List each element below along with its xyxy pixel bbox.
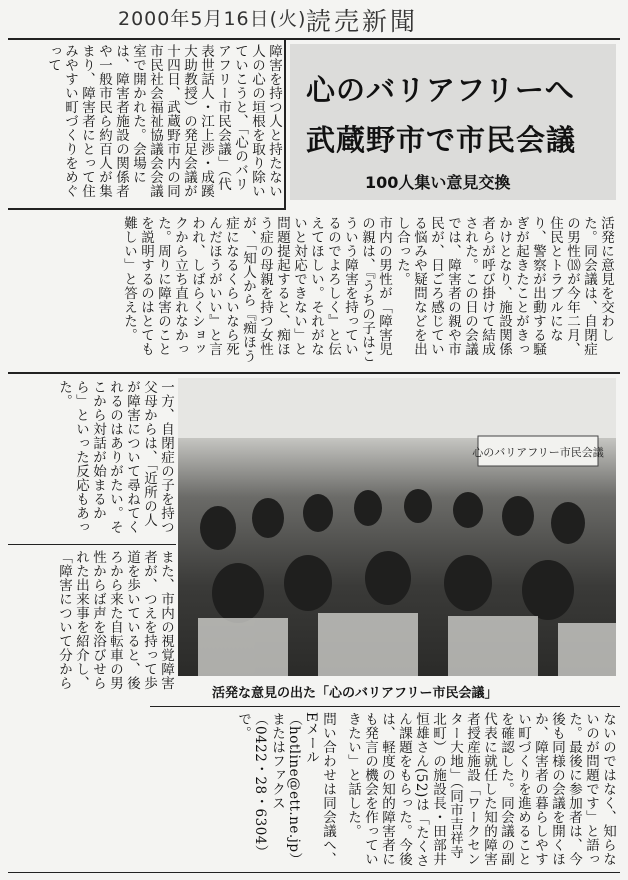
rule-mid	[8, 372, 620, 374]
article-column-1: 活発に意見を交わした。同会議は、自閉症の男性⒅が今年二月、住民とトラブルになり、警察が出動する騒ぎが起きたことがきっかけとなり、施設関係者らが呼び掛けて結成された。この日の会議では、障害者の親や市民が、日ごろ感じている悩みや疑問などを出し合った。	[394, 216, 614, 356]
rule-bottom	[150, 706, 620, 707]
meeting-photo-graphic	[178, 378, 616, 676]
photo-banner-text: 心のバリアフリー市民会議	[472, 446, 604, 459]
rule-left-mid	[8, 544, 176, 545]
top-rule	[8, 38, 620, 40]
dateline: 2000年5月16日(火)	[118, 8, 307, 30]
meeting-photo	[178, 378, 616, 676]
article-column-4: また、市内の視覚障害者が、つえを持って歩道を歩いていると、後ろから来た自転車の男性からば声を浴びせられた出来事を紹介し、「障害について分から	[56, 550, 174, 690]
photo-caption: 活発な意見の出た「心のバリアフリー市民会議」	[212, 686, 498, 701]
newspaper-name: 読売新聞	[306, 7, 419, 36]
article-column-2: 市内の男性が「障害児の親は、『うちの子はこういう障害を持っているのでよろしく』と伝えてほしい。それがないと対応できない」と問題提起すると、痴ほう症の母親を持つ女性が、「知人から『痴ほう症になるくらいなら死んだほうがいい』と言われ、しばらくショックから立ち直れなかった。周りに障害のことを説明するのはとても難しい」と答えた。	[121, 216, 392, 364]
subheadline: 100人集い意見交換	[365, 173, 511, 192]
article-column-5: ないのではなく、知らないのが問題です」と語った。最後に参加者は、今後も同様の会議を開くほか、障害者の暮らしやすい町づくりを進めることを確認した。同会議の副代表に就任した知的障害者授産施設「ワークセンター大地」（同市吉祥寺北町）の施設長・田部井恒雄さん(52)は「たくさん課題をもらった。今後は、軽度の知的障害者にも発言の機会を作っていきたい」と話した。	[345, 712, 616, 868]
bottom-rule	[8, 872, 620, 873]
headline-second: 武蔵野市で市民会議	[306, 123, 577, 157]
lead-paragraph: 障害を持つ人と持たない人の心の垣根を取り除いていこうと、「心のバリアフリー市民会議」（代表世話人・江上渉・成蹊大助教授）の発足会議が十四日、武蔵野市内の同市民社会福祉協議会会議室で開かれた。会場には、障害者施設の関係者や一般市民ら約百人が集まり、障害者にとって住みやすい町づくりをめぐって	[45, 44, 282, 198]
headline-main: 心のバリアフリーへ	[306, 73, 575, 107]
article-column-6: 問い合わせは同会議へ、Eメール（hotline@ett.ne.jp）またはファクス（0422・28・6304）で。	[235, 712, 336, 867]
rule-headline-left	[284, 40, 286, 210]
rule-left-lead	[8, 208, 284, 210]
article-column-3: 一方、自閉症の子を持つ父母からは、「近所の人が障害について尋ねてくれるのはありがたい。そこから対話が始まるから」といった反応もあった。	[56, 380, 174, 534]
